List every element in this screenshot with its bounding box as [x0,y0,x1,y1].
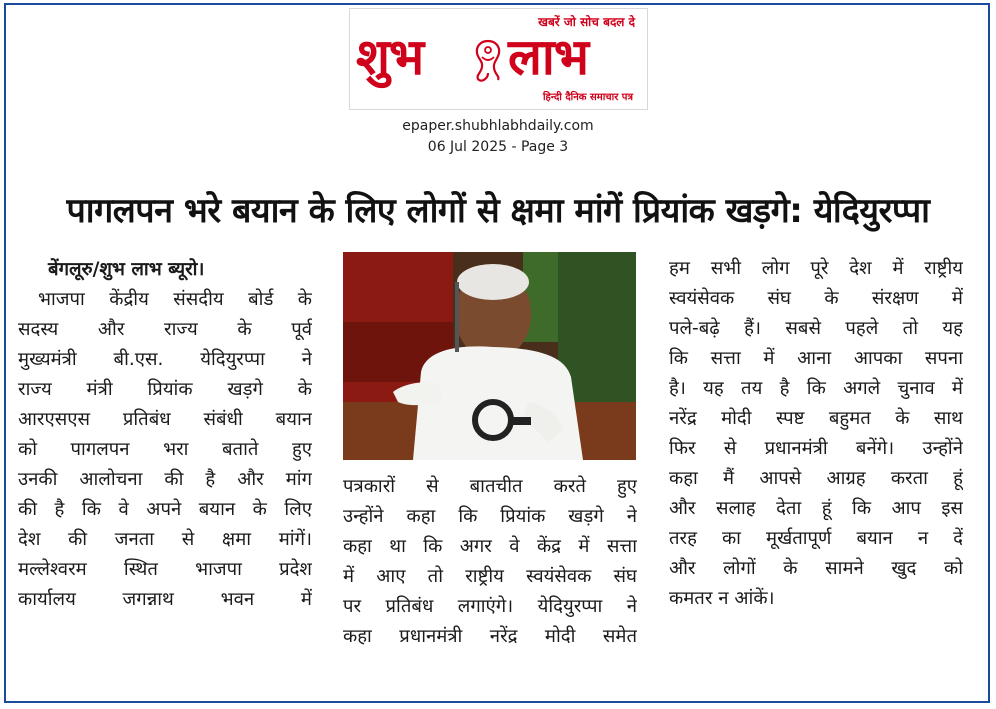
logo-word-labh: लाभ [508,28,588,86]
col1-line: उनकी आलोचना की है और मांग [18,469,312,490]
col3-line: फिर से प्रधानमंत्री बनेंगे। उन्होंने [669,438,963,459]
col3-line: नरेंद्र मोदी स्पष्ट बहुमत के साथ [669,408,963,429]
col2-line: कहा प्रधानमंत्री नरेंद्र मोदी समेत [343,626,637,647]
col2-line: कहा था कि अगर वे केंद्र में सत्ता [343,536,637,557]
col2-line: पत्रकारों से बातचीत करते हुए [343,476,637,497]
col1-line: भाजपा केंद्रीय संसदीय बोर्ड के [38,289,312,310]
col3-line: कमतर न आंकें। [669,588,775,609]
col1-line: मल्लेश्वरम स्थित भाजपा प्रदेश [18,559,312,580]
col1-line: को पागलपन भरा बताते हुए [18,439,312,460]
col3-line: और सलाह देता हूं कि आप इस [669,498,963,519]
epaper-url[interactable]: epaper.shubhlabhdaily.com [402,118,594,134]
col3-line: तरह का मूर्खतापूर्ण बयान न दें [669,528,963,549]
dateline: बेंगलूरु/शुभ लाभ ब्यूरो। [48,259,205,280]
col3-line: पले-बढ़े हैं। सबसे पहले तो यह [669,318,963,339]
col1-line: की है कि वे अपने बयान के लिए [18,499,312,520]
col1-line: राज्य मंत्री प्रियांक खड़गे के [18,379,312,400]
masthead-tagline: खबरें जो सोच बदल दे [538,15,635,29]
col3-line: है। यह तय है कि अगले चुनाव में [669,378,963,399]
article-column-1 [18,255,312,615]
col1-line: कार्यालय जगन्नाथ भवन में [18,589,312,610]
col3-line: कहा मैं आपसे आग्रह करता हूं [669,468,963,489]
article-photo [343,252,636,460]
col2-line: में आए तो राष्ट्रीय स्वयंसेवक संघ [343,566,637,587]
col1-line: सदस्य और राज्य के पूर्व [18,319,312,340]
col3-line: और लोगों के सामने खुद को [669,558,963,579]
col3-line: कि सत्ता में आना आपका सपना [669,348,963,369]
article-column-2 [343,472,637,652]
masthead-subtag: हिन्दी दैनिक समाचार पत्र [542,92,633,103]
col3-line: स्वयंसेवक संघ के संरक्षण में [669,288,963,309]
politician-photo-illustration [343,252,636,460]
article-column-3 [669,254,963,614]
col2-line: पर प्रतिबंध लगाएंगे। येदियुरप्पा ने [343,596,637,617]
col1-line: मुख्यमंत्री बी.एस. येदियुरप्पा ने [18,349,312,370]
col1-line: देश की जनता से क्षमा मांगें। [18,529,312,550]
col2-line: उन्होंने कहा कि प्रियांक खड़गे ने [343,506,637,527]
logo-word-shubh: शुभ [356,28,424,86]
article-headline: पागलपन भरे बयान के लिए लोगों से क्षमा मांगें प्रियांक खड़गे: येदियुरप्पा [66,191,930,231]
edition-date-page: 06 Jul 2025 - Page 3 [427,139,569,155]
col1-line: आरएसएस प्रतिबंध संबंधी बयान [18,409,312,430]
newspaper-masthead[interactable] [349,8,648,110]
col3-line: हम सभी लोग पूरे देश में राष्ट्रीय [669,258,963,279]
ganesha-icon [468,35,508,85]
